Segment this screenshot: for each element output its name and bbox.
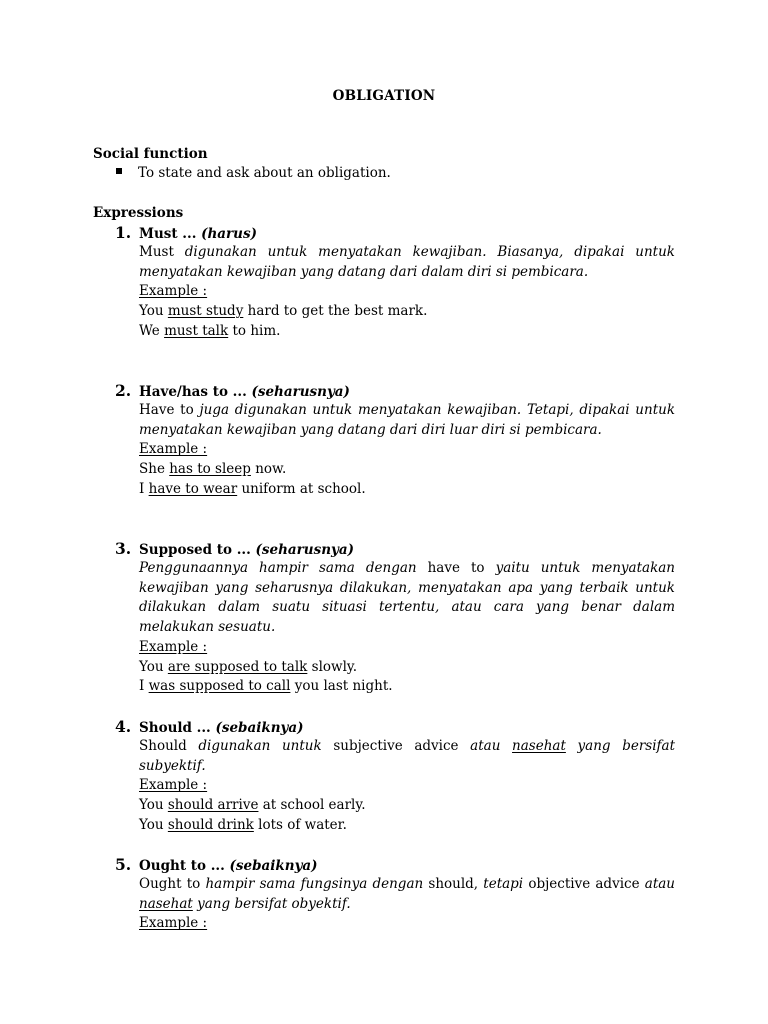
example-post: hard to get the best mark. xyxy=(243,303,428,320)
description-segment: Must xyxy=(139,244,185,260)
example-post: to him. xyxy=(228,322,281,339)
description-segment: nasehat xyxy=(512,738,566,754)
example-post: you last night. xyxy=(290,678,393,695)
item-number: 2. xyxy=(115,381,132,400)
description-segment: should, xyxy=(428,876,484,892)
expression-heading xyxy=(115,381,675,401)
example-highlight: must talk xyxy=(164,322,229,339)
expression-term: Have/has to ... xyxy=(139,384,247,400)
expression-description xyxy=(139,737,675,776)
item-number: 3. xyxy=(115,539,132,558)
expression-body xyxy=(139,559,675,697)
example-highlight: have to wear xyxy=(148,480,238,497)
expression-description xyxy=(139,243,675,282)
expression-meaning: (harus) xyxy=(201,226,257,242)
example-sentence xyxy=(139,302,675,322)
expressions-heading: Expressions xyxy=(93,205,184,221)
expression-heading xyxy=(115,223,675,243)
example-pre: You xyxy=(139,658,168,675)
example-highlight: has to sleep xyxy=(169,461,251,478)
example-sentence xyxy=(139,322,675,342)
example-highlight: are supposed to talk xyxy=(167,658,308,675)
social-function-bullet xyxy=(116,165,391,181)
description-segment: Penggunaannya hampir sama dengan xyxy=(139,560,428,576)
description-segment: yang bersifat subyektif. xyxy=(139,738,675,774)
expression-description xyxy=(139,559,675,638)
expression-body xyxy=(139,737,675,836)
expression-description xyxy=(139,401,675,440)
item-number: 4. xyxy=(115,717,132,736)
description-segment: Ought to xyxy=(139,876,206,892)
description-segment: atau xyxy=(470,738,513,754)
expression-heading xyxy=(115,855,675,875)
expression-body xyxy=(139,875,675,934)
description-segment: atau xyxy=(644,876,675,892)
expression-item xyxy=(115,223,675,342)
example-post: lots of water. xyxy=(253,816,347,833)
item-number: 5. xyxy=(115,855,132,874)
example-pre: You xyxy=(139,797,168,814)
expression-body xyxy=(139,243,675,342)
example-highlight: must study xyxy=(167,303,244,320)
example-pre: We xyxy=(139,322,165,339)
example-pre: She xyxy=(139,461,170,478)
example-label: Example : xyxy=(139,283,208,300)
example-pre: You xyxy=(139,816,168,833)
square-bullet-icon xyxy=(116,168,122,174)
example-pre: I xyxy=(139,480,149,497)
example-post: uniform at school. xyxy=(237,480,366,497)
description-segment: nasehat xyxy=(139,895,193,912)
expression-term: Supposed to ... xyxy=(139,542,251,558)
expression-body xyxy=(139,401,675,500)
expression-term: Ought to ... xyxy=(139,858,225,874)
expression-heading xyxy=(115,717,675,737)
description-segment: have to xyxy=(427,560,496,576)
page-title: OBLIGATION xyxy=(332,88,436,104)
description-segment: subjective advice xyxy=(333,738,471,754)
description-segment: objective advice xyxy=(528,876,645,892)
expression-meaning: (seharusnya) xyxy=(251,384,350,400)
example-highlight: should drink xyxy=(167,816,254,833)
description-segment: Have to xyxy=(139,402,200,418)
example-sentence xyxy=(139,460,675,480)
example-sentence xyxy=(139,480,675,500)
item-number: 1. xyxy=(115,223,132,242)
example-sentence xyxy=(139,796,675,816)
expression-item xyxy=(115,717,675,836)
description-segment: digunakan untuk xyxy=(198,738,334,754)
description-segment: juga digunakan untuk menyatakan kewajiban. Tetapi, dipakai untuk menyatakan kewajiban yang datang dari diri luar diri si pembicara. xyxy=(139,402,675,438)
example-highlight: was supposed to call xyxy=(148,678,291,695)
example-label: Example : xyxy=(139,638,208,655)
bullet-text: To state and ask about an obligation. xyxy=(138,165,391,181)
description-segment: yang bersifat obyektif. xyxy=(192,895,351,912)
example-label: Example : xyxy=(139,777,208,794)
expression-term: Must ... xyxy=(139,226,197,242)
example-post: at school early. xyxy=(258,797,366,814)
description-segment: digunakan untuk menyatakan kewajiban. Biasanya, dipakai untuk menyatakan kewajiban yang datang dari dalam diri si pembicara. xyxy=(139,244,675,280)
example-post: now. xyxy=(250,461,287,478)
expression-item xyxy=(115,381,675,500)
example-sentence xyxy=(139,816,675,836)
expression-meaning: (sebaiknya) xyxy=(229,858,318,874)
expression-meaning: (sebaiknya) xyxy=(215,720,304,736)
expression-term: Should ... xyxy=(139,720,211,736)
example-post: slowly. xyxy=(307,658,358,675)
expression-meaning: (seharusnya) xyxy=(255,542,354,558)
example-pre: I xyxy=(139,678,149,695)
expression-heading xyxy=(115,539,675,559)
description-segment: yaitu untuk menyatakan kewajiban yang seharusnya dilakukan, menyatakan apa yang terbaik untuk dilakukan dalam suatu situasi tertentu, atau cara yang benar dalam melakukan sesuatu. xyxy=(139,560,675,636)
expression-item xyxy=(115,855,675,934)
example-pre: You xyxy=(139,303,168,320)
example-label: Example : xyxy=(139,915,208,932)
social-function-heading: Social function xyxy=(93,146,208,162)
expression-item xyxy=(115,539,675,697)
description-segment: Should xyxy=(139,738,199,754)
example-sentence xyxy=(139,658,675,678)
description-segment: hampir sama fungsinya dengan xyxy=(205,876,429,892)
expression-description xyxy=(139,875,675,914)
example-highlight: should arrive xyxy=(167,797,259,814)
example-label: Example : xyxy=(139,441,208,458)
description-segment: tetapi xyxy=(483,876,529,892)
example-sentence xyxy=(139,677,675,697)
